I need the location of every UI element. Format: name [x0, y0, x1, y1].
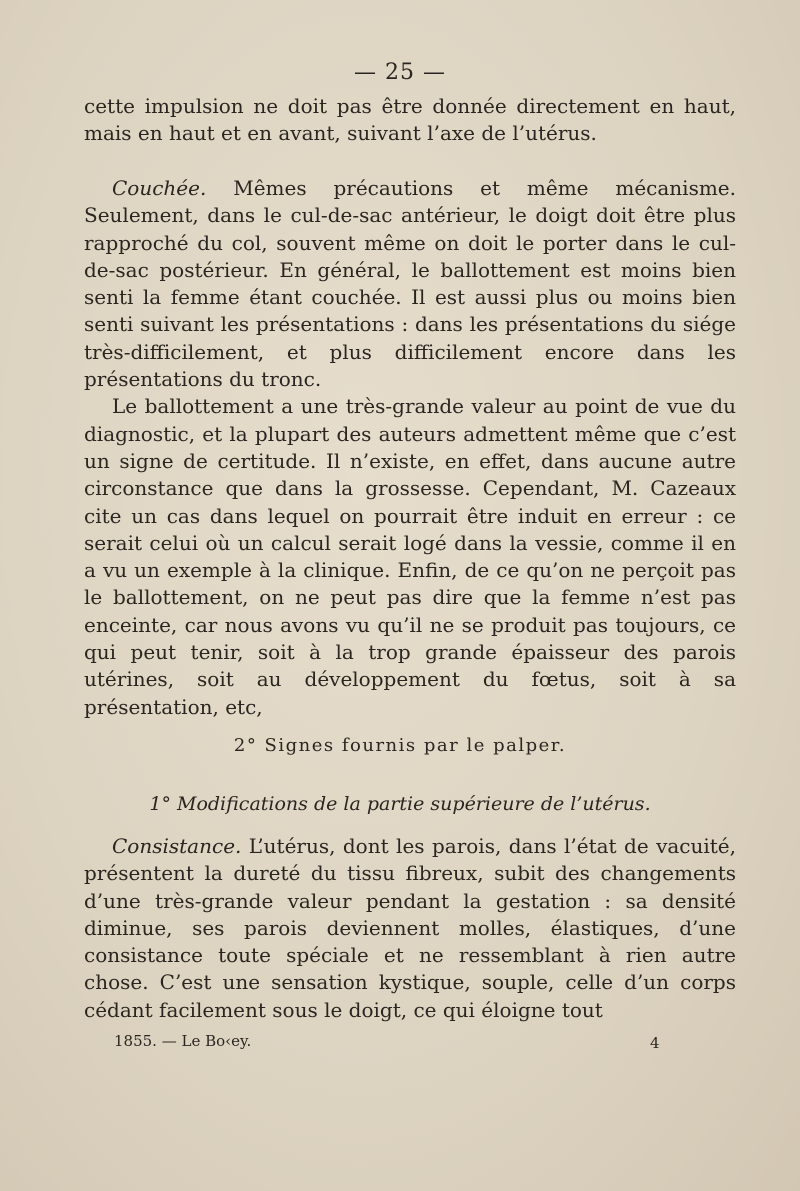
text-block-top: [84, 93, 736, 148]
signature-number: 4: [650, 1034, 660, 1052]
text-block-main: [84, 175, 736, 721]
paragraph-consistance: [84, 833, 736, 1024]
page-number: — 25 —: [354, 60, 446, 85]
paragraph-label-consistance: Consistance.: [112, 834, 242, 858]
sub-heading: 1° Modifications de la partie supérieure de l’utérus.: [149, 793, 651, 815]
signature-mark: 1855. — Le Bo‹ey.: [114, 1032, 252, 1050]
paragraph-label-couchee: Couchée.: [112, 176, 207, 200]
paragraph-couchee: [84, 175, 736, 393]
paragraph-text-couchee: Mêmes précautions et même mécanisme. Seulement, dans le cul-de-sac antérieur, le doigt doit être plus rapproché du col, souvent même on doit le porter dans le cul-de-sac postérieur. En général, le ballottement est moins bien senti la femme étant couchée. Il est aussi plus ou moins bien senti suivant les présentations : dans les présentations du siége très-difficilement, et plus difficilement encore dans les présentations du tronc.: [84, 176, 736, 392]
section-heading: 2° Signes fournis par le palper.: [233, 735, 567, 756]
text-block-bottom: [84, 833, 736, 1024]
paragraph-continuation: cette impulsion ne doit pas être donnée directement en haut, mais en haut et en avant, suivant l’axe de l’utérus.: [84, 94, 736, 146]
paragraph-ballottement: Le ballottement a une très-grande valeur au point de vue du diagnostic, et la plupart des auteurs admettent même que c’est un signe de certitude. Il n’existe, en effet, dans aucune autre circonstance que dans la grossesse. Cependant, M. Cazeaux cite un cas dans lequel on pourrait être induit en erreur : ce serait celui où un calcul serait logé dans la vessie, comme il en a vu un exemple à la clinique. Enfin, de ce qu’on ne perçoit pas le ballottement, on ne peut pas dire que la femme n’est pas enceinte, car nous avons vu qu’il ne se produit pas toujours, ce qui peut tenir, soit à la trop grande épaisseur des parois utérines, soit au développement du fœtus, soit à sa présentation, etc,: [84, 394, 736, 719]
paragraph-text-consistance: L’utérus, dont les parois, dans l’état de vacuité, présentent la dureté du tissu fibreux, subit des changements d’une très-grande valeur pendant la gestation : sa densité diminue, ses parois deviennent molles, élastiques, d’une consistance toute spéciale et ne ressemblant à rien autre chose. C’est une sensation kystique, souple, celle d’un corps cédant facilement sous le doigt, ce qui éloigne tout: [84, 834, 736, 1022]
